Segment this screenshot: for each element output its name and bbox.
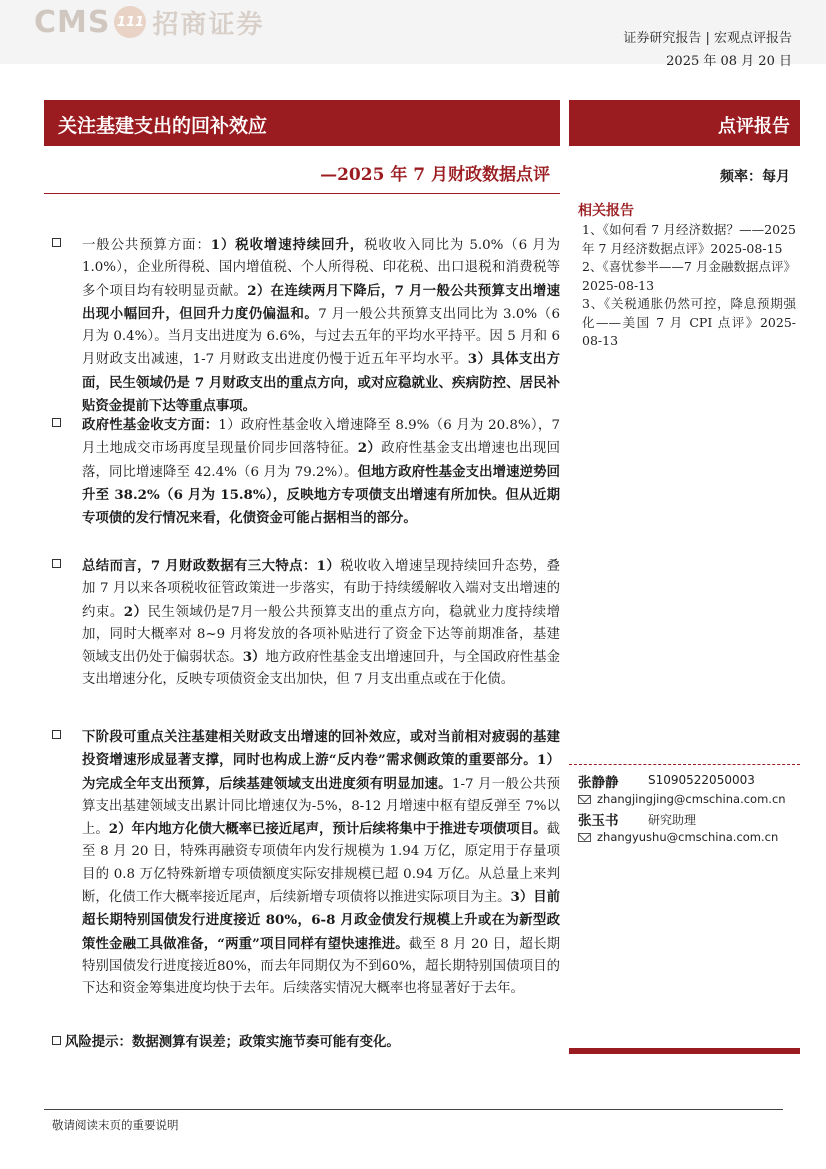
body-text: 截至 8 月 20 日，超长期特别国债发行进度接近80%，而去年同期仅为不到60%，超长期特别国债项目的下达和资金筹集进度均快于去年。后续落实情况大概率也将显著好于去年。 <box>82 936 561 997</box>
related-report-item[interactable]: 1、《如何看 7 月经济数据？——2025 年 7 月经济数据点评》2025-08-15 <box>582 222 796 256</box>
analyst-role: 研究助理 <box>648 813 697 827</box>
analyst-license: S1090522050003 <box>648 773 755 787</box>
analyst-name: 张静静 <box>578 775 619 791</box>
emphasis-text: 总结而言，7 月财政数据有三大特点：1） <box>82 558 341 574</box>
analyst-email[interactable]: zhangyushu@cmschina.com.cn <box>597 830 779 844</box>
square-bullet-icon <box>52 238 61 247</box>
emphasis-text: 3） <box>242 649 266 666</box>
mail-icon <box>578 833 591 842</box>
bullet-government-fund <box>52 414 560 530</box>
footer-note: 敬请阅读末页的重要说明 <box>52 1118 179 1132</box>
page-subtitle: —2025 年 7 月财政数据点评 <box>320 165 550 185</box>
report-tag: 点评报告 <box>718 116 790 137</box>
emphasis-text: 1）税收增速持续回升， <box>210 237 365 253</box>
emphasis-text: 3）具体支出方面，民生领域仍是 7 月财政支出的重点方向，或对应稳就业、疾病防控、居民补贴资金提前下达等重点事项。 <box>82 351 560 415</box>
logo-seal-icon <box>114 6 146 38</box>
square-bullet-icon <box>52 730 61 739</box>
report-tag-band <box>569 100 800 146</box>
report-date: 2025 年 08 月 20 日 <box>666 54 792 69</box>
title-band <box>44 100 560 146</box>
related-reports-list <box>582 221 796 351</box>
paragraph-text <box>82 414 560 530</box>
emphasis-text: 2）在连续两月下降后，7 月一般公共预算支出增速出现小幅回升，但回升力度仍偏温和。 <box>82 282 561 322</box>
emphasis-text: 3）目前超长期特别国债发行进度接近 80%，6-8 月政金债发行规模上升或在为新型政策性金融工具做准备，“两重”项目同样有望快速推进。 <box>82 889 560 952</box>
body-text: 民生领域仍是7月一般公共预算支出的重点方向，稳就业力度持续增加，同时大概率对 8~9 月将发放的各项补贴进行了资金下达等前期准备，基建领域支出仍处于偏弱状态。 <box>82 604 561 666</box>
emphasis-text: 2） <box>123 603 148 620</box>
bullet-outlook <box>52 726 560 1001</box>
body-text: 政府性基金支出增速也出现回落，同比增速降至 42.4%（6 月为 79.2%）。 <box>82 441 561 480</box>
logo-seal-text: 111 <box>116 14 145 30</box>
body-text: 地方政府性基金支出增速回升，与全国政府性基金支出增速分化，反映专项债资金支出加快，但 7 月支出重点或在于化债。 <box>82 650 560 688</box>
body-text: 税收收入增速呈现持续回升态势，叠加 7 月以来各项税收征管政策进一步落实，有助于持续缓解收入端对支出增速的约束。 <box>82 559 561 620</box>
emphasis-text: 下阶段可重点关注基建相关财政支出增速的回补效应，或对当前相对疲弱的基建投资增速形成显著支撑，同时也构成上游“反内卷”需求侧政策的重要部分。1）为完成全年支出预算，后续基建领域支出进度须有明显加速。 <box>82 729 560 792</box>
footer-divider <box>44 1109 783 1110</box>
page-title: 关注基建支出的回补效应 <box>58 115 268 137</box>
mail-icon <box>578 795 591 804</box>
square-bullet-icon <box>52 1036 61 1045</box>
analyst-email[interactable]: zhangjingjing@cmschina.com.cn <box>597 792 786 806</box>
emphasis-text: 但地方政府性基金支出增速逆势回升至 38.2%（6 月为 15.8%），反映地方专项债支出增速有所加快。但从近期专项债的发行情况来看，化债资金可能占据相当的部分。 <box>82 463 560 527</box>
analyst-email-row[interactable] <box>578 830 778 844</box>
body-text: 一般公共预算方面： <box>82 238 211 253</box>
square-bullet-icon <box>52 559 61 568</box>
bullet-summary <box>52 555 560 692</box>
risk-warning <box>52 1031 560 1050</box>
report-type: 证券研究报告 | 宏观点评报告 <box>623 31 792 46</box>
square-bullet-icon <box>52 418 61 427</box>
emphasis-text: 2） <box>357 440 382 457</box>
body-text: 截至 8 月 20 日，特殊再融资专项债年内发行规模为 1.94 万亿，原定用于存量项目的 0.8 万亿特殊新增专项债额度实际安排规模已超 0.94 万亿。从总量上来判断，化债工作大概率接近尾声，后续新增专项债将以推进实际项目为主。 <box>82 822 560 906</box>
title-divider <box>44 193 560 194</box>
related-report-item[interactable]: 3、《关税通胀仍然可控，降息预期强化——美国 7 月 CPI 点评》2025-08-13 <box>582 296 796 348</box>
emphasis-text: 2）年内地方化债大概率已接近尾声，预计后续将集中于推进专项债项目。 <box>108 821 547 838</box>
bullet-general-budget <box>52 234 560 418</box>
logo-chinese: 招商证券 <box>152 9 265 40</box>
cms-logo <box>34 2 265 42</box>
body-text: 税收收入同比为 5.0%（6 月为 1.0%），企业所得税、国内增值税、个人所得税、印花税、出口退税和消费税等多个项目均有较明显贡献。 <box>82 238 561 299</box>
analyst-name: 张玉书 <box>578 813 619 829</box>
related-report-item[interactable]: 2、《喜忧参半——7 月金融数据点评》2025-08-13 <box>582 259 796 293</box>
body-text: 7 月一般公共预算支出同比为 3.0%（6 月为 0.4%）。当月支出进度为 6.6%，与过去五年的平均水平持平。因 5 月和 6 月财政支出减速，1-7 月财政支出进度仍慢于近五年平均水平。 <box>82 306 560 368</box>
logo-latin: CMS <box>34 4 111 40</box>
paragraph-text <box>82 555 560 692</box>
paragraph-text <box>82 234 560 418</box>
related-reports-heading: 相关报告 <box>578 203 634 219</box>
body-text: 1）政府性基金收入增速降至 8.9%（6 月为 20.8%），7 月土地成交市场再度呈现量价同步回落特征。 <box>82 418 561 457</box>
analysts-divider <box>569 764 800 765</box>
emphasis-text: 政府性基金收支方面： <box>82 417 219 433</box>
body-text: 1-7 月一般公共预算支出基建领域支出累计同比增速仅为-5%，8-12 月增速中枢有望反弹至 7%以上。 <box>82 776 561 838</box>
analyst-email-row[interactable] <box>578 792 786 806</box>
risk-text: 风险提示：数据测算有误差；政策实施节奏可能有变化。 <box>65 1034 400 1050</box>
frequency-label: 频率：每月 <box>720 169 790 185</box>
paragraph-text <box>82 726 560 1001</box>
sidebar-bottom-bar <box>569 1048 800 1054</box>
